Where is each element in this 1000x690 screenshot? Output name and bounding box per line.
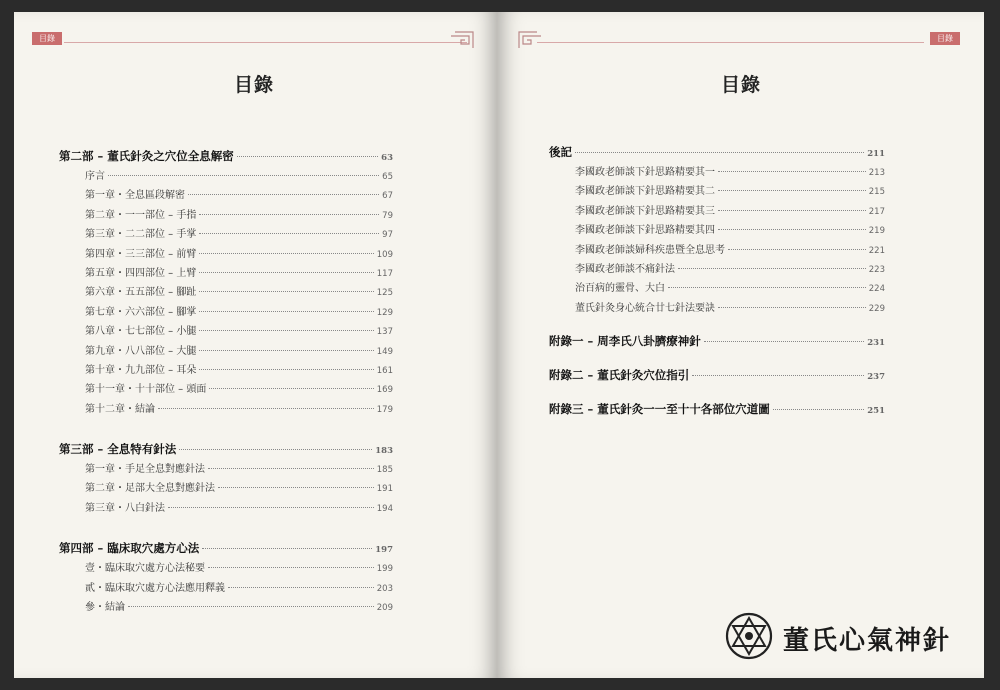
spacer [549,386,885,401]
toc-item-label: 李國政老師談婦科疾患暨全息思考 [575,244,725,256]
toc-page-number: 149 [376,346,393,357]
page-title: 目錄 [234,74,275,96]
leader-dots [668,287,866,288]
toc-item-label: 第九章・八八部位 – 大腿 [85,345,197,357]
leader-dots [188,194,379,195]
leader-dots [199,330,373,331]
toc-section-heading[interactable] [549,144,885,163]
toc-item-label: 第三章・八白針法 [85,502,165,514]
toc-list-right [549,144,885,420]
leader-dots [208,567,374,568]
toc-item-label: 董氏針灸身心統合廿七針法要訣 [575,302,715,314]
leader-dots [208,468,374,469]
toc-page-number: 199 [376,564,393,575]
toc-page-number: 237 [867,372,885,383]
toc-item-label: 參・結論 [85,602,125,614]
toc-item[interactable] [59,245,393,264]
toc-item[interactable] [59,479,393,498]
spacer [59,419,393,441]
spacer [549,318,885,333]
toc-item-label: 壹・臨床取穴處方心法秘要 [85,563,205,575]
toc-item-label: 治百病的靈骨、大白 [575,283,665,295]
toc-page-number: 215 [868,187,885,198]
toc-item[interactable] [59,186,393,205]
toc-item-label: 李國政老師談下針思路精要其二 [575,186,715,198]
toc-page-number: 185 [376,465,393,476]
header-rule [537,42,924,43]
brand-name: 董氏心氣神針 [783,626,952,656]
toc-item[interactable] [549,241,885,260]
toc-item[interactable] [59,499,393,518]
header-rule [64,42,467,43]
toc-page-number: 217 [868,206,885,217]
leader-dots [168,507,374,508]
toc-page-number: 183 [375,446,393,457]
toc-item[interactable] [549,163,885,182]
leader-dots [773,409,864,410]
toc-item[interactable] [59,361,393,380]
toc-item-label: 第七章・六六部位 – 腳掌 [85,306,197,318]
section-tag: 目錄 [32,32,62,45]
leader-dots [718,307,866,308]
toc-page-number: 109 [376,249,393,260]
leader-dots [575,152,864,153]
leader-dots [199,291,373,292]
toc-item-label: 第二章・足部大全息對應針法 [85,483,215,495]
toc-section-label: 附錄二 – 董氏針灸穴位指引 [549,368,690,383]
toc-item[interactable] [549,182,885,201]
toc-item[interactable] [59,559,393,578]
leader-dots [228,587,374,588]
toc-page-number: 203 [376,583,393,594]
section-tag: 目錄 [930,32,960,45]
leader-dots [199,369,373,370]
leader-dots [199,350,373,351]
toc-part-heading[interactable] [59,540,393,559]
leader-dots [678,268,866,269]
toc-item[interactable] [59,579,393,598]
spacer [549,352,885,367]
leader-dots [718,190,866,191]
toc-item[interactable] [59,322,393,341]
toc-page-number: 194 [376,503,393,514]
toc-item-label: 第十二章・結論 [85,403,155,415]
corner-ornament-icon [515,30,543,50]
toc-page-number: 65 [382,172,393,182]
toc-section-heading[interactable] [549,401,885,420]
toc-item[interactable] [59,225,393,244]
toc-item[interactable] [59,380,393,399]
toc-page-number: 251 [867,406,885,417]
leader-dots [199,253,373,254]
leader-dots [108,175,379,176]
leader-dots [237,156,378,157]
toc-section-label: 附錄三 – 董氏針灸一一至十十各部位穴道圖 [549,402,770,417]
leader-dots [728,249,866,250]
leader-dots [718,171,866,172]
toc-item[interactable] [59,283,393,302]
leader-dots [199,233,379,234]
toc-item[interactable] [549,202,885,221]
toc-item[interactable] [59,400,393,419]
right-page [497,12,984,678]
toc-page-number: 63 [381,153,393,163]
toc-item-label: 第十一章・十十部位 – 頭面 [85,384,207,396]
toc-item[interactable] [549,221,885,240]
toc-list-left [59,148,393,617]
toc-page-number: 137 [376,327,393,338]
toc-item-label: 第十章・九九部位 – 耳朵 [85,364,197,376]
leader-dots [199,272,373,273]
leader-dots [199,214,379,215]
toc-page-number: 221 [868,245,885,256]
toc-item-label: 李國政老師談下針思路精要其三 [575,205,715,217]
toc-page-number: 97 [382,230,393,241]
toc-item-label: 第五章・四四部位 – 上臂 [85,267,197,279]
toc-page-number: 223 [868,264,885,275]
toc-item[interactable] [59,264,393,283]
toc-item-label: 第八章・七七部位 – 小腿 [85,326,197,338]
corner-ornament-icon [449,30,477,50]
toc-page-number: 224 [868,284,885,295]
toc-item-label: 第四章・三三部位 – 前臂 [85,248,197,260]
toc-item[interactable] [59,206,393,225]
toc-page-number: 79 [382,210,393,221]
leader-dots [718,210,866,211]
toc-item-label: 李國政老師談不痛針法 [575,263,675,275]
toc-part-label: 第二部 – 董氏針灸之穴位全息解密 [59,149,234,163]
toc-page-number: 229 [868,303,885,314]
toc-page-number: 209 [376,603,393,614]
leader-dots [179,449,372,450]
toc-page-number: 213 [868,168,885,178]
toc-item[interactable] [59,303,393,322]
leader-dots [704,341,864,342]
spacer [59,518,393,540]
leader-dots [218,487,374,488]
leader-dots [209,388,373,389]
toc-page-number: 67 [382,191,393,202]
toc-item-label: 貳・臨床取穴處方心法應用釋義 [85,582,225,594]
toc-item[interactable] [59,598,393,617]
toc-page-number: 125 [376,288,393,299]
leader-dots [202,548,372,549]
leader-dots [158,408,374,409]
toc-item-label: 第三章・二二部位 – 手掌 [85,229,197,241]
toc-page-number: 191 [376,484,393,495]
leader-dots [128,606,374,607]
toc-item-label: 第六章・五五部位 – 腳趾 [85,287,197,299]
toc-item-label: 李國政老師談下針思路精要其四 [575,225,715,237]
toc-item[interactable] [549,299,885,318]
toc-item[interactable] [59,167,393,186]
toc-part-label: 第四部 – 臨床取穴處方心法 [59,541,200,556]
left-page [14,12,497,678]
toc-item[interactable] [59,460,393,479]
toc-section-label: 後記 [549,145,572,159]
leader-dots [199,311,373,312]
toc-item-label: 序言 [85,171,105,182]
toc-page-number: 117 [376,268,393,279]
toc-page-number: 129 [376,307,393,318]
leader-dots [692,375,864,376]
toc-part-heading[interactable] [59,148,393,167]
toc-section-heading[interactable] [549,333,885,352]
toc-page-number: 161 [376,365,393,376]
page-title: 目錄 [721,74,762,96]
toc-page-number: 169 [376,385,393,396]
toc-item-label: 第二章・一一部位 – 手指 [85,209,197,221]
leader-dots [718,229,866,230]
toc-section-label: 附錄一 – 周李氏八卦臍療神針 [549,334,701,349]
toc-item[interactable] [59,342,393,361]
toc-item-label: 第一章・全息區段解密 [85,190,185,202]
toc-section-heading[interactable] [549,367,885,386]
toc-item[interactable] [549,260,885,279]
brand-logo-icon [725,612,773,660]
toc-page-number: 197 [375,545,393,556]
toc-page-number: 211 [867,149,885,159]
toc-page-number: 219 [868,226,885,237]
toc-page-number: 179 [376,404,393,415]
toc-part-heading[interactable] [59,441,393,460]
toc-item-label: 李國政老師談下針思路精要其一 [575,167,715,178]
toc-page-number: 231 [867,338,885,349]
toc-item-label: 第一章・手足全息對應針法 [85,464,205,476]
toc-item[interactable] [549,279,885,298]
toc-part-label: 第三部 – 全息特有針法 [59,442,177,457]
